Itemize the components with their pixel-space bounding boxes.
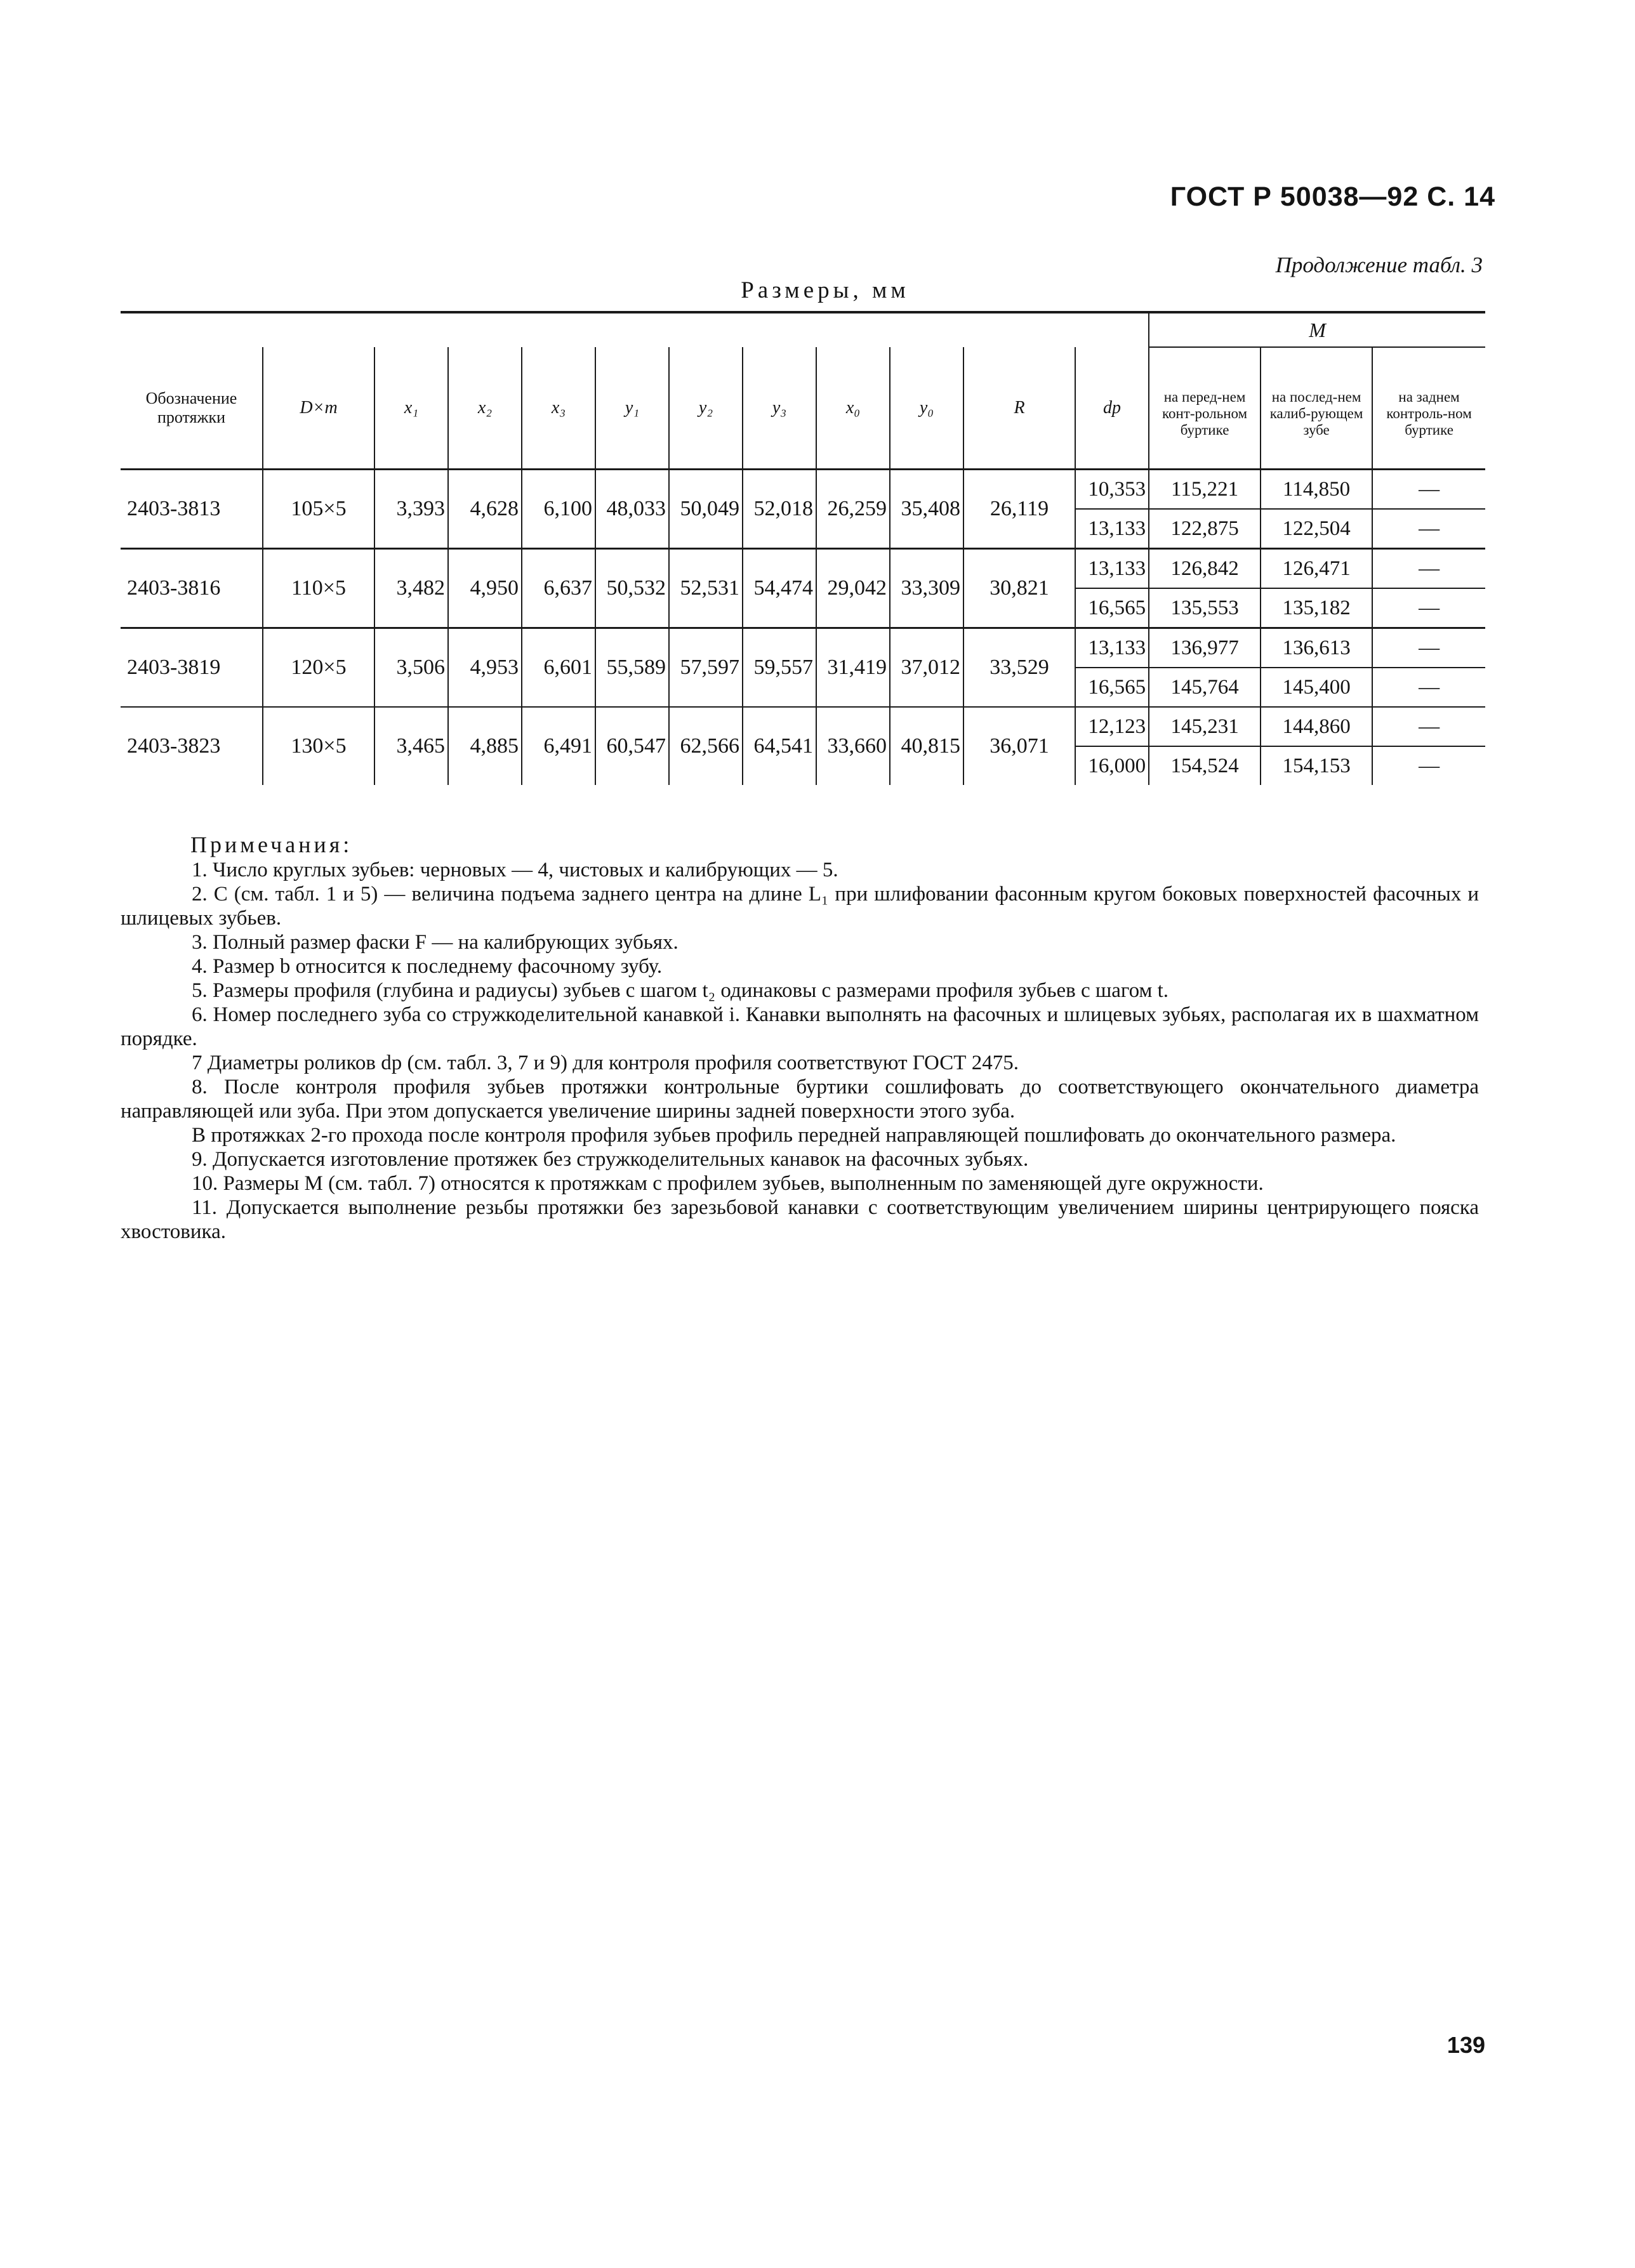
col-header-m-last: на послед-нем калиб-рующем зубе xyxy=(1261,347,1372,470)
note-item: 10. Размеры M (см. табл. 7) относятся к протяжкам с профилем зубьев, выполненным по заменяющей дуге окружности. xyxy=(192,1172,1264,1195)
cell-m-last: 122,504 xyxy=(1261,509,1372,549)
cell-dxm: 105×5 xyxy=(263,470,374,549)
cell-m-back: — xyxy=(1372,549,1485,589)
cell-m-front: 154,524 xyxy=(1149,746,1261,785)
col-header-y0: y₀ xyxy=(890,347,963,470)
page-number: 139 xyxy=(1446,2032,1485,2058)
cell-dp: 12,123 xyxy=(1075,707,1149,746)
cell-m-last: 144,860 xyxy=(1261,707,1372,746)
sizes-caption: Размеры, мм xyxy=(741,277,910,303)
cell-x0: 29,042 xyxy=(816,549,890,628)
cell-dp: 13,133 xyxy=(1075,628,1149,668)
cell-y0: 35,408 xyxy=(890,470,963,549)
notes-title: Примечания: xyxy=(190,832,353,857)
cell-y3: 64,541 xyxy=(743,707,816,785)
header-top-rule xyxy=(121,312,1149,347)
note-item: 1. Число круглых зубьев: черновых — 4, чистовых и калибрующих — 5. xyxy=(192,859,838,881)
broach-dimensions-table xyxy=(121,311,1485,785)
cell-x3: 6,601 xyxy=(522,628,595,708)
note-item: 7 Диаметры роликов dp (см. табл. 3, 7 и 9) для контроля профиля соответствуют ГОСТ 2475. xyxy=(192,1052,1019,1074)
cell-x1: 3,465 xyxy=(374,707,448,785)
col-header-x0: x₀ xyxy=(816,347,890,470)
note-item: 8. После контроля профиля зубьев протяжки контрольные буртики сошлифовать до соответствующего окончательного диаметра направляющей или зуба. При этом допускается увеличение ширины задней поверхности этого зуба. xyxy=(121,1076,1479,1123)
col-header-y2: y₂ xyxy=(669,347,743,470)
cell-x1: 3,482 xyxy=(374,549,448,628)
cell-dp: 13,133 xyxy=(1075,509,1149,549)
cell-designation: 2403-3813 xyxy=(121,470,263,549)
cell-y0: 40,815 xyxy=(890,707,963,785)
cell-m-front: 115,221 xyxy=(1149,470,1261,510)
cell-dp: 10,353 xyxy=(1075,470,1149,510)
table-row xyxy=(121,549,1485,589)
cell-m-last: 126,471 xyxy=(1261,549,1372,589)
note-item: 5. Размеры профиля (глубина и радиусы) зубьев с шагом t₂ одинаковы с размерами профиля зубьев с шагом t. xyxy=(192,979,1169,1002)
cell-x2: 4,950 xyxy=(448,549,522,628)
cell-x3: 6,491 xyxy=(522,707,595,785)
cell-designation: 2403-3819 xyxy=(121,628,263,708)
table-row xyxy=(121,470,1485,510)
cell-m-back: — xyxy=(1372,588,1485,628)
cell-x2: 4,885 xyxy=(448,707,522,785)
cell-m-back: — xyxy=(1372,746,1485,785)
cell-x2: 4,953 xyxy=(448,628,522,708)
cell-designation: 2403-3823 xyxy=(127,734,221,758)
cell-y1: 48,033 xyxy=(595,470,669,549)
cell-m-last: 114,850 xyxy=(1261,470,1372,510)
cell-x3: 6,100 xyxy=(522,470,595,549)
cell-x2: 4,628 xyxy=(448,470,522,549)
cell-dxm: 120×5 xyxy=(263,628,374,708)
cell-y2: 62,566 xyxy=(669,707,743,785)
table-continuation-label: Продолжение табл. 3 xyxy=(1275,253,1483,277)
cell-x1: 3,506 xyxy=(374,628,448,708)
cell-m-front: 136,977 xyxy=(1149,628,1261,668)
cell-y1: 50,532 xyxy=(595,549,669,628)
cell-dp: 16,000 xyxy=(1075,746,1149,785)
cell-m-front: 122,875 xyxy=(1149,509,1261,549)
page-header-title: ГОСТ Р 50038—92 С. 14 xyxy=(1170,181,1495,212)
cell-y2: 52,531 xyxy=(669,549,743,628)
cell-m-back: — xyxy=(1372,668,1485,707)
note-item: 3. Полный размер фаски F — на калибрующих зубьях. xyxy=(192,931,678,954)
cell-x0: 31,419 xyxy=(816,628,890,708)
cell-x0: 26,259 xyxy=(816,470,890,549)
col-header-x2: x₂ xyxy=(448,347,522,470)
cell-x3: 6,637 xyxy=(522,549,595,628)
cell-y2: 57,597 xyxy=(669,628,743,708)
cell-m-front: 145,231 xyxy=(1149,707,1261,746)
cell-dp: 13,133 xyxy=(1075,549,1149,589)
cell-m-back: — xyxy=(1372,707,1485,746)
cell-m-back: — xyxy=(1372,509,1485,549)
cell-y3: 59,557 xyxy=(743,628,816,708)
note-item: 9. Допускается изготовление протяжек без стружкоделительных канавок на фасочных зубьях. xyxy=(192,1148,1029,1171)
cell-dp: 16,565 xyxy=(1075,668,1149,707)
table-row xyxy=(121,628,1485,668)
cell-dp: 16,565 xyxy=(1075,588,1149,628)
cell-y1: 55,589 xyxy=(595,628,669,708)
cell-y1: 60,547 xyxy=(595,707,669,785)
note-item: 2. C (см. табл. 1 и 5) — величина подъема заднего центра на длине L₁ при шлифовании фасонным кругом боковых поверхностей фасочных и шлицевых зубьев. xyxy=(121,883,1479,930)
cell-dxm: 110×5 xyxy=(263,549,374,628)
cell-designation: 2403-3816 xyxy=(121,549,263,628)
cell-y0: 37,012 xyxy=(890,628,963,708)
cell-m-back: — xyxy=(1372,628,1485,668)
cell-m-front: 135,553 xyxy=(1149,588,1261,628)
col-header-y3: y₃ xyxy=(743,347,816,470)
cell-x1: 3,393 xyxy=(374,470,448,549)
cell-m-last: 154,153 xyxy=(1261,746,1372,785)
col-header-dxm: D×m xyxy=(263,347,374,470)
col-header-m-back: на заднем контроль-ном буртике xyxy=(1372,347,1485,470)
cell-r: 26,119 xyxy=(963,470,1075,549)
cell-r: 33,529 xyxy=(963,628,1075,708)
cell-r: 30,821 xyxy=(963,549,1075,628)
notes-list xyxy=(121,858,1479,1244)
note-item: 4. Размер b относится к последнему фасочному зубу. xyxy=(192,955,663,978)
cell-x0: 33,660 xyxy=(816,707,890,785)
col-header-r: R xyxy=(963,347,1075,470)
col-header-dp: dp xyxy=(1075,347,1149,470)
col-header-x1: x₁ xyxy=(374,347,448,470)
col-header-m-front: на перед-нем конт-рольном буртике xyxy=(1149,347,1261,470)
cell-m-last: 135,182 xyxy=(1261,588,1372,628)
cell-r: 36,071 xyxy=(963,707,1075,785)
cell-m-last: 136,613 xyxy=(1261,628,1372,668)
note-item: 11. Допускается выполнение резьбы протяжки без зарезьбовой канавки с соответствующим увеличением ширины центрирующего пояска хвостовика. xyxy=(121,1196,1479,1243)
cell-dxm: 130×5 xyxy=(263,707,374,785)
col-header-m: M xyxy=(1149,312,1485,347)
cell-y3: 54,474 xyxy=(743,549,816,628)
note-item: В протяжках 2-го прохода после контроля профиля зубьев профиль передней направляющей пошлифовать до окончательного размера. xyxy=(192,1124,1396,1147)
cell-y0: 33,309 xyxy=(890,549,963,628)
col-header-y1: y₁ xyxy=(595,347,669,470)
cell-m-last: 145,400 xyxy=(1261,668,1372,707)
cell-y3: 52,018 xyxy=(743,470,816,549)
cell-m-back: — xyxy=(1372,470,1485,510)
table-row xyxy=(121,707,1485,746)
cell-m-front: 145,764 xyxy=(1149,668,1261,707)
col-header-designation: Обозначение протяжки xyxy=(121,347,263,470)
cell-y2: 50,049 xyxy=(669,470,743,549)
col-header-x3: x₃ xyxy=(522,347,595,470)
cell-m-front: 126,842 xyxy=(1149,549,1261,589)
note-item: 6. Номер последнего зуба со стружкоделительной канавкой i. Канавки выполнять на фасочных и шлицевых зубьях, располагая их в шахматном порядке. xyxy=(121,1003,1479,1050)
